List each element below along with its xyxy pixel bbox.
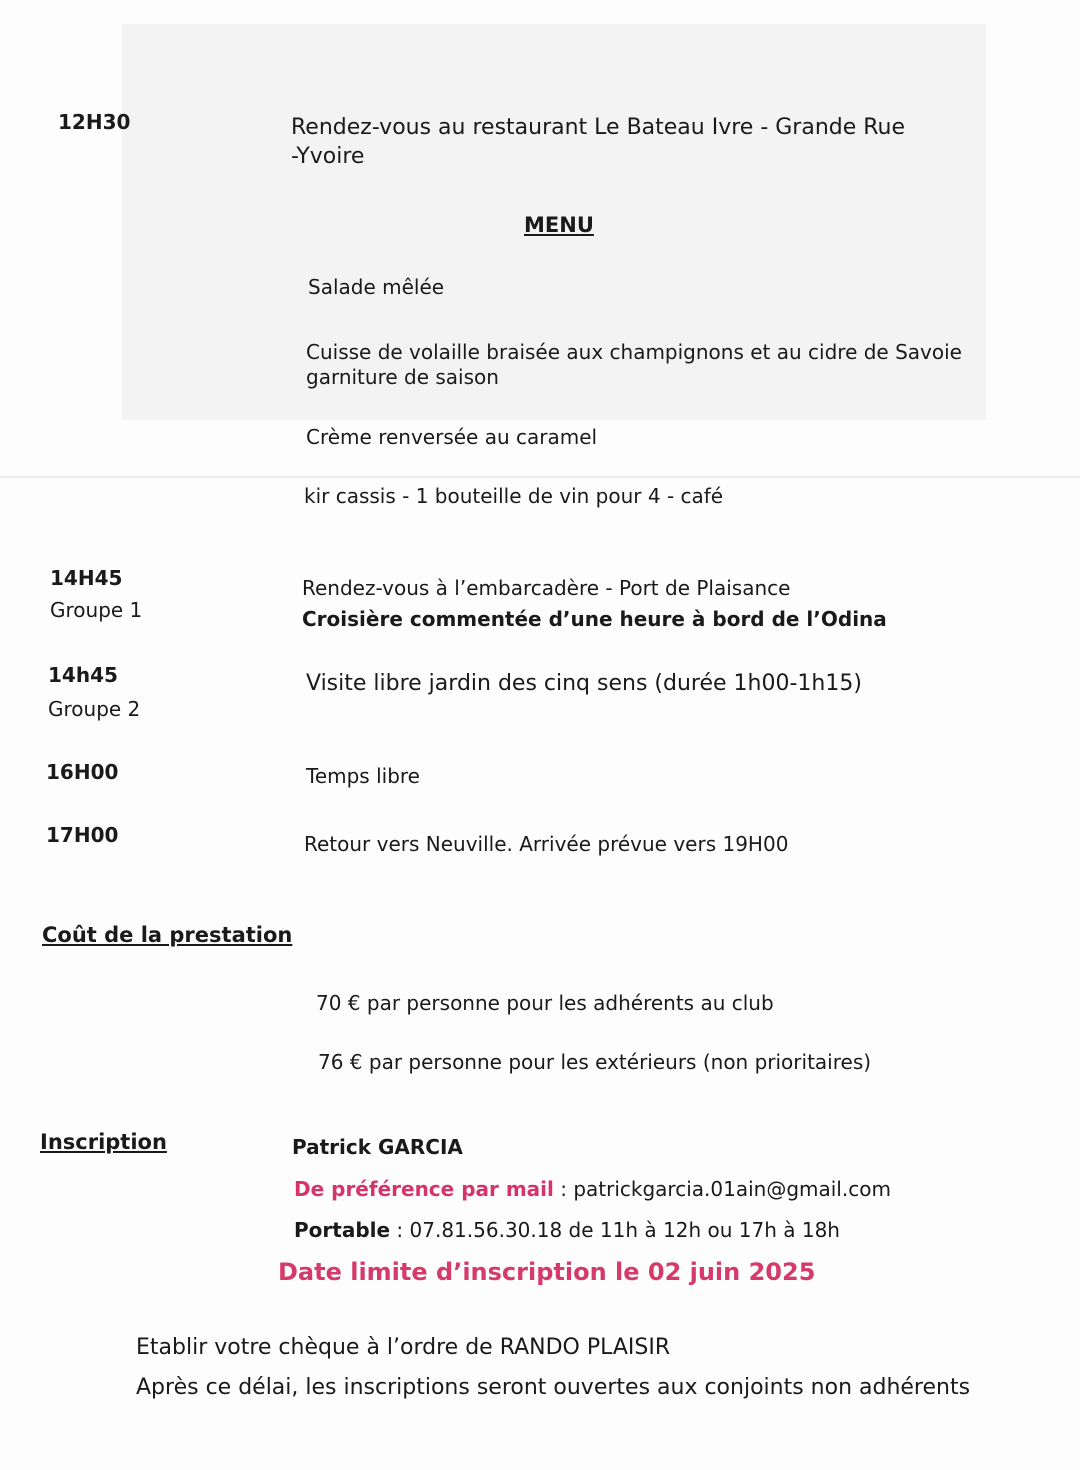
phone-value: : 07.81.56.30.18 de 11h à 12h ou 17h à 18h xyxy=(396,1218,840,1242)
group1-line-1: Rendez-vous à l’embarcadère - Port de Plaisance xyxy=(302,576,791,600)
paper-fold-line xyxy=(0,476,1080,478)
cheque-instruction: Etablir votre chèque à l’ordre de RANDO PLAISIR xyxy=(136,1335,671,1360)
cost-members: 70 € par personne pour les adhérents au club xyxy=(316,991,774,1015)
contact-name: Patrick GARCIA xyxy=(292,1135,463,1159)
free-time-line: Temps libre xyxy=(306,764,420,788)
group-2-label: Groupe 2 xyxy=(48,697,141,721)
return-line: Retour vers Neuville. Arrivée prévue vers 19H00 xyxy=(304,832,789,856)
time-16h00: 16H00 xyxy=(46,760,119,784)
time-12h30: 12H30 xyxy=(58,110,131,134)
mail-row xyxy=(294,1177,891,1201)
time-14h45-group1: 14H45 xyxy=(50,566,123,590)
phone-row xyxy=(294,1218,840,1242)
phone-label: Portable xyxy=(294,1218,391,1242)
cost-external: 76 € par personne pour les extérieurs (non prioritaires) xyxy=(318,1050,872,1074)
time-14h45-group2: 14h45 xyxy=(48,663,118,687)
menu-starter: Salade mêlée xyxy=(308,275,445,299)
menu-title: MENU xyxy=(524,213,594,237)
time-17h00: 17H00 xyxy=(46,823,119,847)
mail-label: De préférence par mail xyxy=(294,1177,554,1201)
menu-dessert: Crème renversée au caramel xyxy=(306,425,598,449)
menu-drinks: kir cassis - 1 bouteille de vin pour 4 - café xyxy=(304,484,724,508)
group2-line-1: Visite libre jardin des cinq sens (durée 1h00-1h15) xyxy=(306,671,862,696)
group1-line-2: Croisière commentée d’une heure à bord de l’Odina xyxy=(302,607,887,631)
group-1-label: Groupe 1 xyxy=(50,598,143,622)
menu-main-line-1: Cuisse de volaille braisée aux champignons et au cidre de Savoie xyxy=(306,340,962,364)
inscription-heading: Inscription xyxy=(40,1130,167,1154)
lunch-line-1: Rendez-vous au restaurant Le Bateau Ivre - Grande Rue xyxy=(291,115,906,140)
deadline-text: Date limite d’inscription le 02 juin 2025 xyxy=(278,1258,816,1286)
cost-heading: Coût de la prestation xyxy=(42,923,293,947)
menu-main-line-2: garniture de saison xyxy=(306,365,499,389)
after-deadline-note: Après ce délai, les inscriptions seront ouvertes aux conjoints non adhérents xyxy=(136,1375,971,1400)
mail-value[interactable]: : patrickgarcia.01ain@gmail.com xyxy=(560,1177,891,1201)
lunch-line-2: -Yvoire xyxy=(291,144,365,169)
